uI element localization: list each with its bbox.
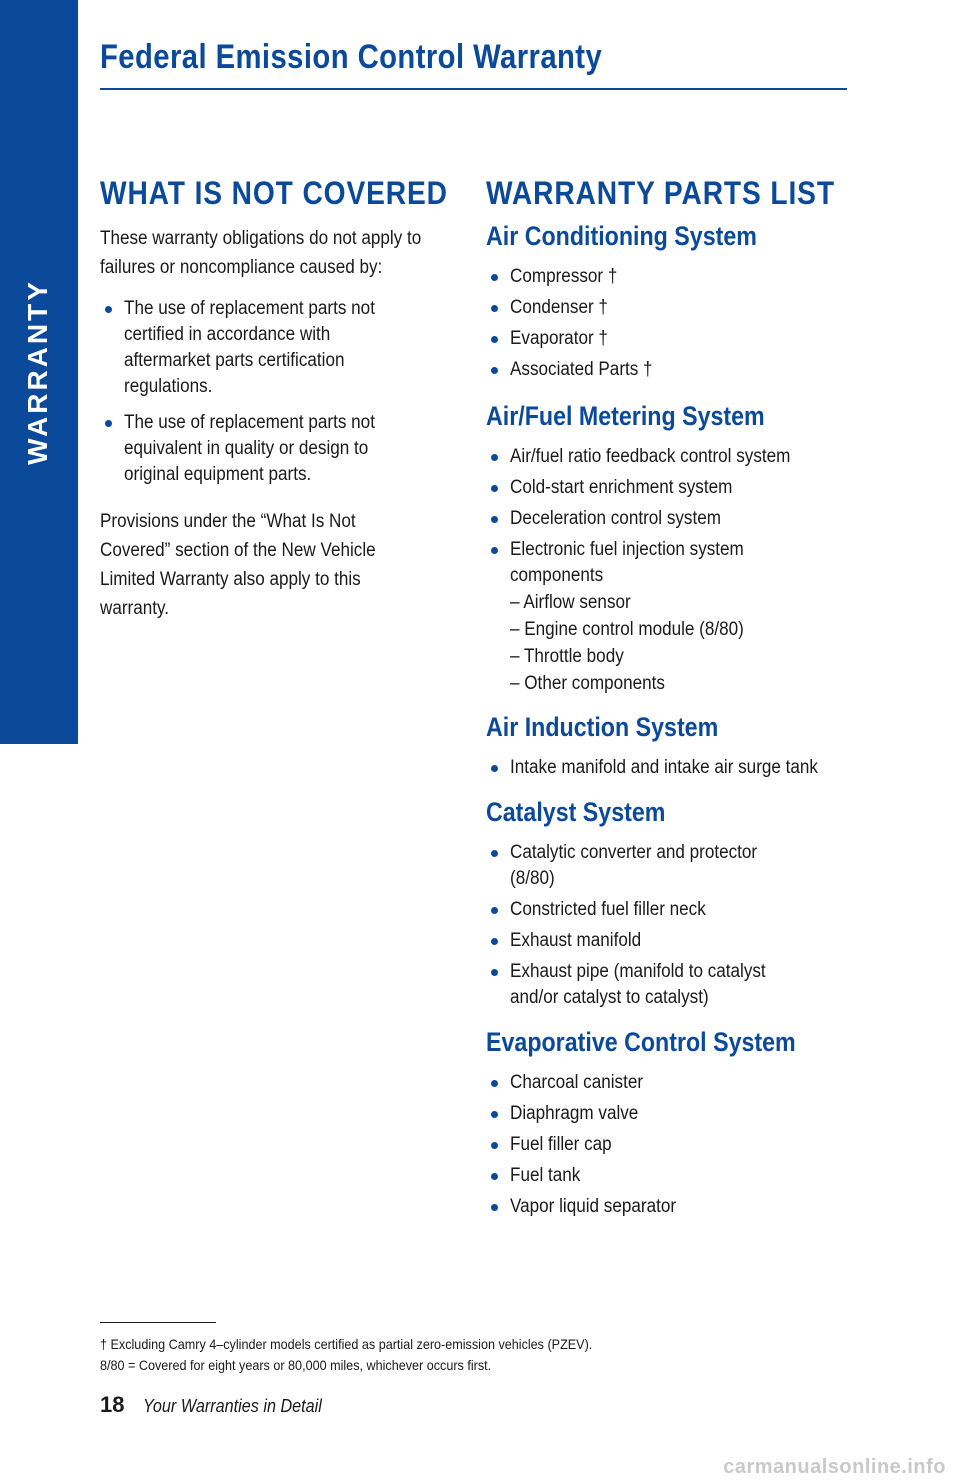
bullet-icon bbox=[491, 336, 498, 343]
bullet-icon bbox=[105, 306, 112, 313]
list-item: Associated Parts † bbox=[486, 357, 856, 383]
list-item: Compressor † bbox=[486, 264, 856, 290]
not-covered-list bbox=[100, 296, 462, 488]
section-title-evaporative-control: Evaporative Control System bbox=[486, 1027, 796, 1057]
list-item: Fuel tank bbox=[486, 1163, 856, 1189]
list-item: – Engine control module (8/80) bbox=[510, 619, 744, 640]
bullet-icon bbox=[491, 765, 498, 772]
list-item: Exhaust pipe (manifold to catalyst and/or catalyst to catalyst) bbox=[486, 959, 856, 1011]
bullet-icon bbox=[491, 1173, 498, 1180]
bullet-icon bbox=[491, 907, 498, 914]
list-item: – Other components bbox=[510, 673, 665, 694]
air-fuel-metering-list bbox=[486, 444, 856, 589]
sidebar-tab bbox=[0, 0, 78, 744]
bullet-icon bbox=[491, 1204, 498, 1211]
bullet-icon bbox=[491, 274, 498, 281]
section-title-catalyst: Catalyst System bbox=[486, 797, 666, 827]
bullet-icon bbox=[491, 305, 498, 312]
list-item: Evaporator † bbox=[486, 326, 856, 352]
list-item: Diaphragm valve bbox=[486, 1101, 856, 1127]
section-title-air-induction: Air Induction System bbox=[486, 712, 719, 742]
catalyst-list bbox=[486, 840, 856, 1011]
bullet-icon bbox=[105, 420, 112, 427]
bullet-icon bbox=[491, 367, 498, 374]
list-item: – Throttle body bbox=[510, 646, 624, 667]
left-column bbox=[100, 172, 462, 623]
footnote-8-80: 8/80 = Covered for eight years or 80,000 miles, whichever occurs first. bbox=[100, 1357, 492, 1373]
footnote-divider bbox=[100, 1322, 216, 1323]
provisions-line: Provisions under the “What Is Not bbox=[100, 511, 356, 532]
section-title-air-fuel-metering: Air/Fuel Metering System bbox=[486, 401, 765, 431]
page-title: Federal Emission Control Warranty bbox=[100, 38, 603, 76]
list-item: Air/fuel ratio feedback control system bbox=[486, 444, 856, 470]
title-divider bbox=[100, 88, 847, 90]
list-item: Fuel filler cap bbox=[486, 1132, 856, 1158]
bullet-icon bbox=[491, 1111, 498, 1118]
parts-list-heading: WARRANTY PARTS LIST bbox=[486, 175, 835, 211]
list-item: The use of replacement parts not equivalent in quality or design to original equipment parts. bbox=[100, 410, 462, 488]
list-item: Cold-start enrichment system bbox=[486, 475, 856, 501]
not-covered-heading: WHAT IS NOT COVERED bbox=[100, 175, 448, 211]
evaporative-control-list bbox=[486, 1070, 856, 1220]
footnote-pzev: † Excluding Camry 4–cylinder models certified as partial zero-emission vehicles (PZEV). bbox=[100, 1336, 593, 1352]
bullet-icon bbox=[491, 938, 498, 945]
list-item: Deceleration control system bbox=[486, 506, 856, 532]
page-number: 18 bbox=[100, 1392, 125, 1417]
bullet-icon bbox=[491, 547, 498, 554]
air-conditioning-list bbox=[486, 264, 856, 383]
intro-line: These warranty obligations do not apply to bbox=[100, 228, 422, 249]
bullet-icon bbox=[491, 1080, 498, 1087]
bullet-icon bbox=[491, 969, 498, 976]
right-column bbox=[486, 172, 856, 1225]
bullet-icon bbox=[491, 516, 498, 523]
list-item: Condenser † bbox=[486, 295, 856, 321]
list-item: Exhaust manifold bbox=[486, 928, 856, 954]
bullet-icon bbox=[491, 485, 498, 492]
bullet-icon bbox=[491, 1142, 498, 1149]
fuel-injection-components-list bbox=[486, 589, 856, 697]
bullet-icon bbox=[491, 850, 498, 857]
list-item: Vapor liquid separator bbox=[486, 1194, 856, 1220]
bullet-icon bbox=[491, 454, 498, 461]
list-item: Intake manifold and intake air surge tank bbox=[486, 755, 856, 781]
sidebar-label: WARRANTY bbox=[22, 279, 53, 465]
section-title-air-conditioning: Air Conditioning System bbox=[486, 221, 757, 251]
footer-title: Your Warranties in Detail bbox=[143, 1396, 322, 1416]
watermark: carmanualsonline.info bbox=[723, 1456, 946, 1478]
list-item: The use of replacement parts not certified in accordance with aftermarket parts certification regulations. bbox=[100, 296, 462, 400]
air-induction-list bbox=[486, 755, 856, 781]
intro-line: failures or noncompliance caused by: bbox=[100, 257, 383, 278]
list-item: Catalytic converter and protector (8/80) bbox=[486, 840, 856, 892]
list-item: Electronic fuel injection system components bbox=[486, 537, 856, 589]
provisions-line: warranty. bbox=[100, 598, 170, 619]
provisions-line: Limited Warranty also apply to this bbox=[100, 569, 361, 590]
provisions-line: Covered” section of the New Vehicle bbox=[100, 540, 376, 561]
list-item: Constricted fuel filler neck bbox=[486, 897, 856, 923]
list-item: – Airflow sensor bbox=[510, 592, 631, 613]
list-item: Charcoal canister bbox=[486, 1070, 856, 1096]
